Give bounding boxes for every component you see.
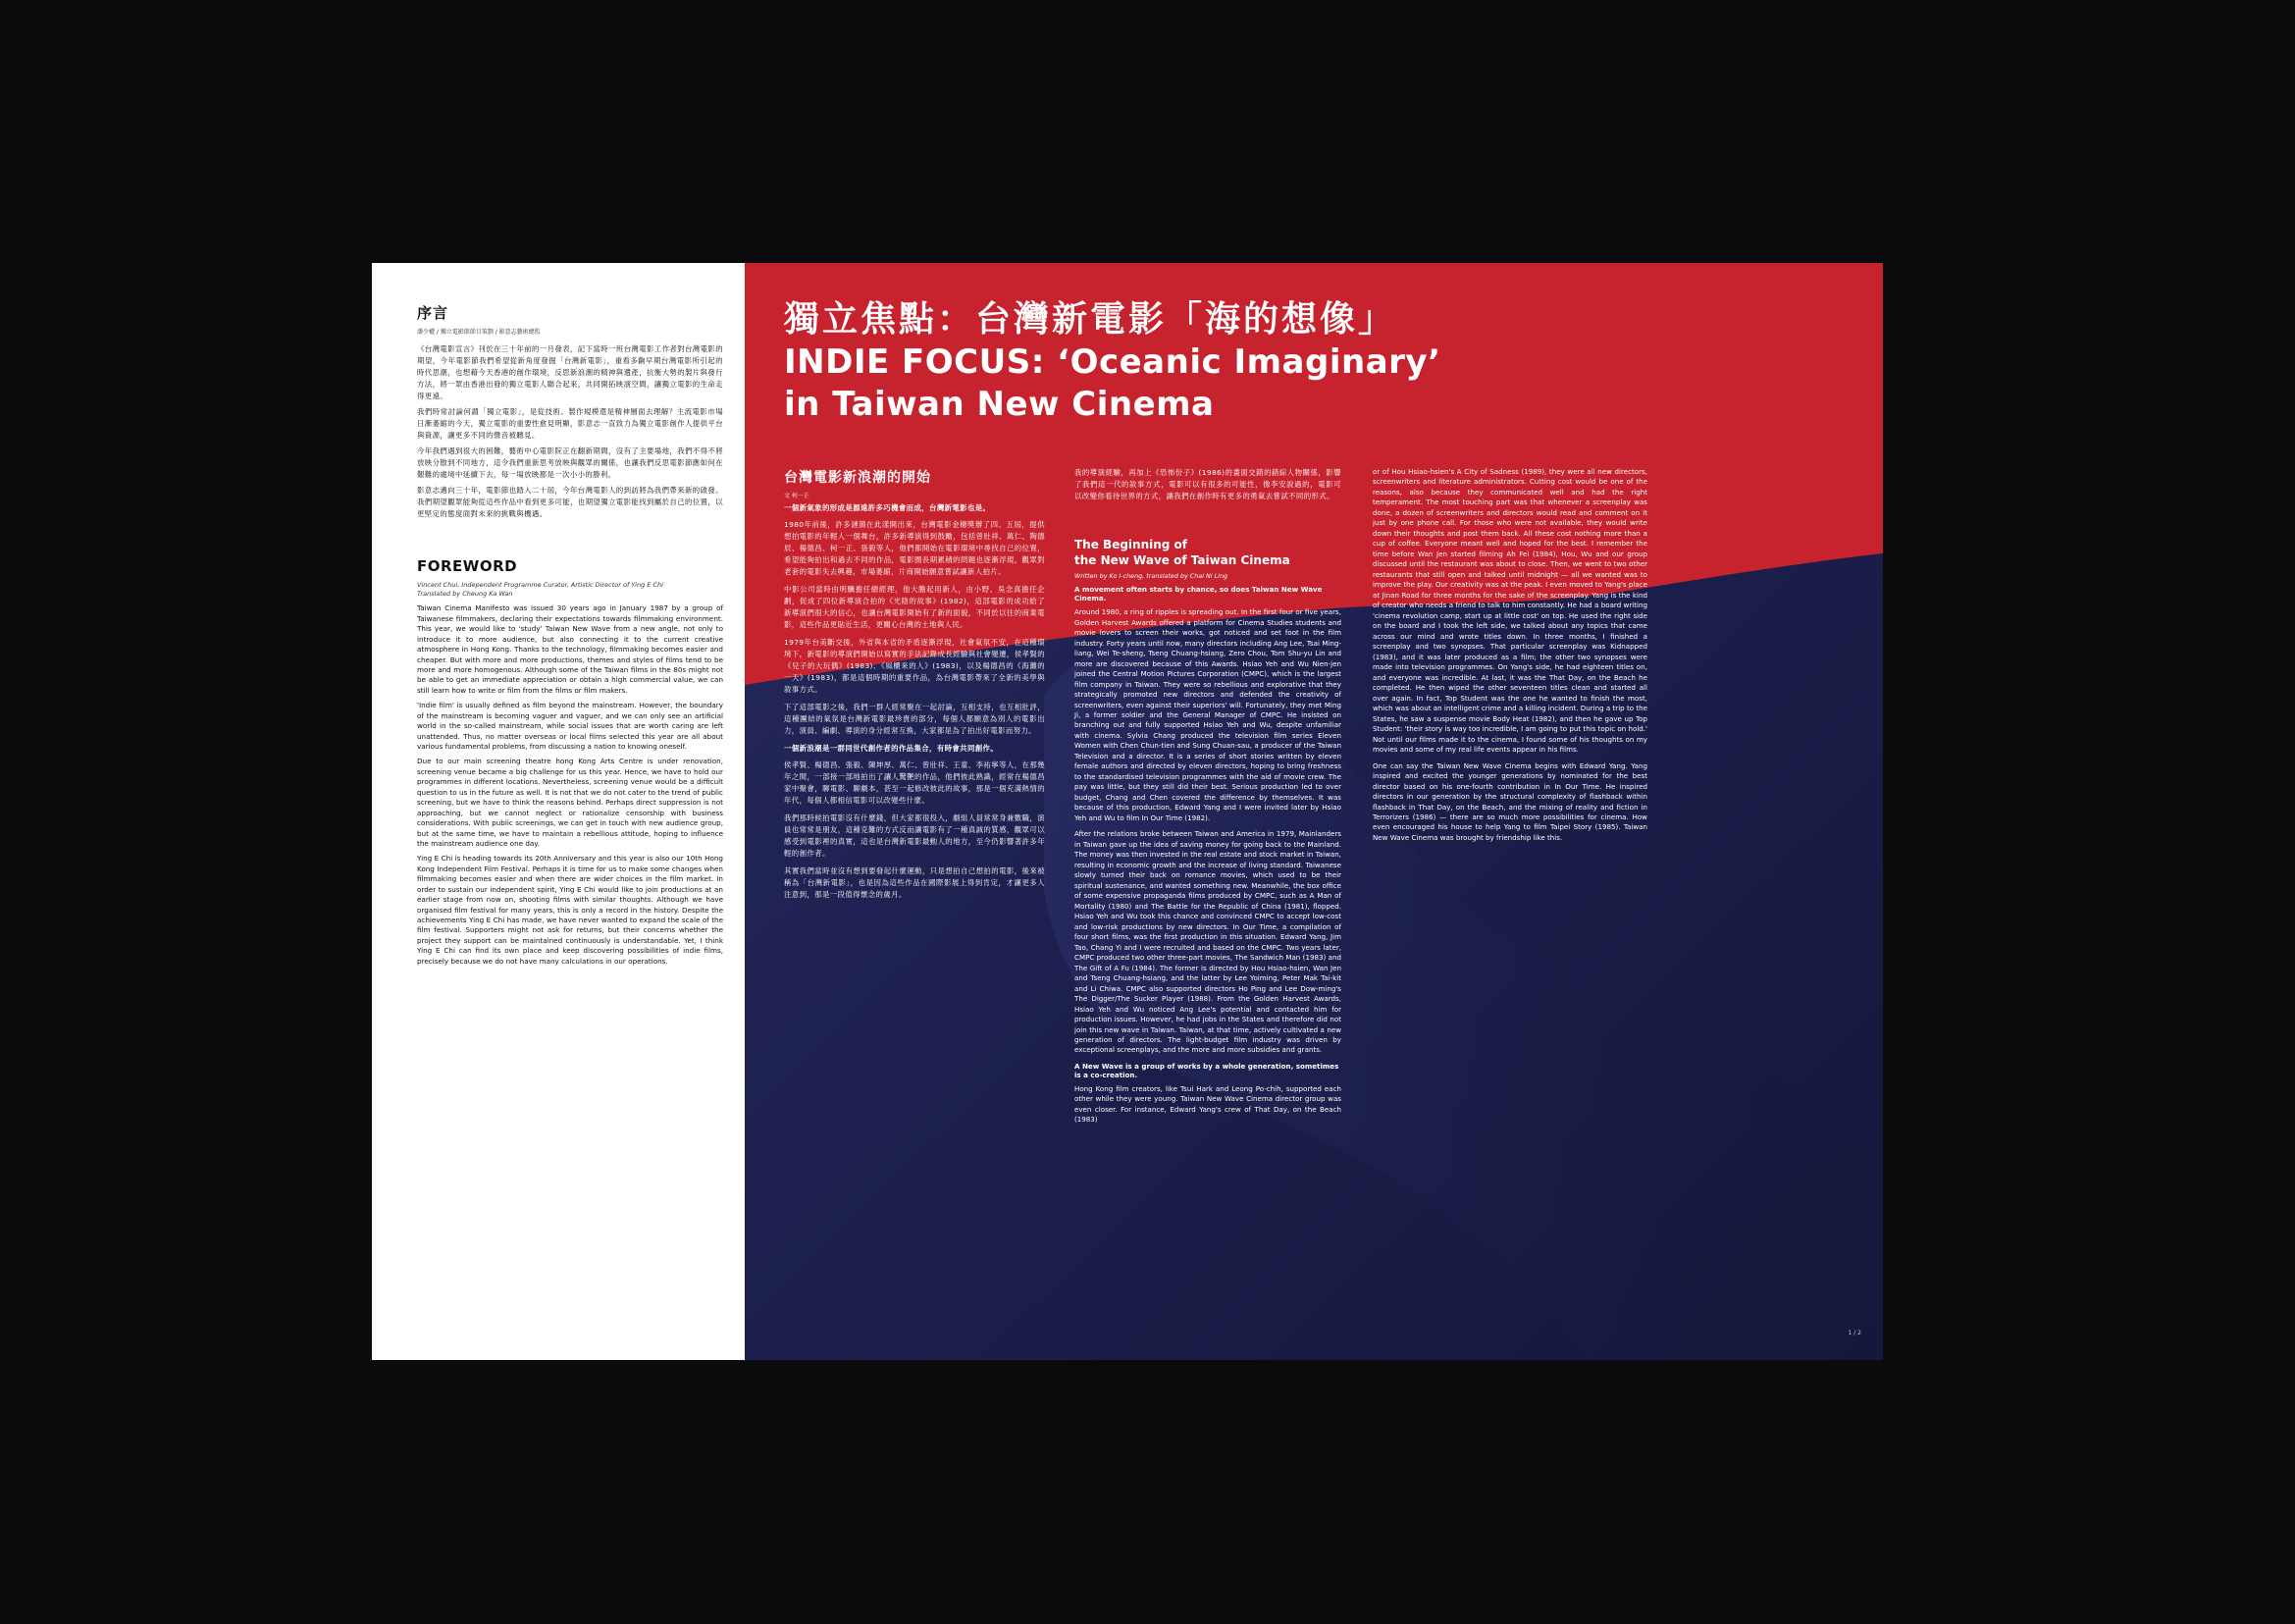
left-page: [372, 263, 745, 1360]
article-zh-lead: 一個新氣象的形成是源遠許多巧機會而成，台灣新電影也是。: [784, 503, 991, 512]
preface-paragraph: 影意志邁向三十年，電影節也踏入二十屆，今年台灣電影人的到訪將為我們帶來新的啟發。我們期望觀眾能夠從這些作品中看到更多可能，也期望獨立電影能找到屬於自己的位置，以更堅定的態度面對未來的挑戰與機遇。: [417, 485, 723, 518]
article-zh-paragraph: 其實我們當時並沒有想到要發起什麼運動，只是想拍自己想拍的電影，後來被稱為「台灣新電影」，也是因為這些作品在國際影展上得到肯定，才讓更多人注意到，那是一段值得懷念的歲月。: [784, 865, 1045, 899]
article-en-paragraph: or of Hou Hsiao-hsien's A City of Sadness (1989), they were all new directors, screenwriters and literature administrators. Cutting cost would be one of the reasons, also because they communicated well and had the right temperament. The most touching part was that whenever a screenplay was done, a dozen of screenwriters and directors would read and comment on it just by one phone call. For those who were not available, they would write down their thoughts and post them back. All these cost nothing more than a cup of coffee. Everyone meant well and hoped for the best. I remember the time before Wan Jen started filming Ah Fei (1984), Hou, Wu and our group discussed until the restaurant was about to close. Then, we went to two other restaurants that still open and talked until midnight — all we wanted was to improve the play. Our creativity was at the peak. I even moved to Yang's place at Jinan Road for three months for the sake of the screenplay. Yang is the kind of creator who needs a friend to talk to him constantly. He had a board writing 'cinema revolution camp, start up at little cost' on top. He used the right side on the board and I took the left side, we talked about any topics that came across our mind and wrote titles down. In three months, I finished a screenplay and two synopses. That particular screenplay was Kidnapped (1983), and it was later produced as a film; the other two synopses were made into television programmes. On Yang's side, he had eighteen titles on, and everyone was incredible. At last, it was the That Day, on the Beach he completed. He then wiped the other seventeen titles clean and started all over again. In fact, Top Student was the one he wanted to finish the most, which was about an intelligent crime and a killing incident. During a trip to the States, he saw a suspense movie Body Heat (1982), and then he gave up Top Student: 'their story is way too incredible, I am going to put this topic on hold.' Not until our films made it to the cinema, I found some of his thoughts on my movies and some of my real life events appear in his films.: [1373, 467, 1647, 755]
article-en-byline: Written by Ko I-cheng, translated by Chai Ni Ling: [1074, 572, 1228, 581]
article-en-column-1: [1074, 467, 1341, 1131]
article-en-column-2: [1373, 467, 1647, 849]
foreword-paragraph: Ying E Chi is heading towards its 20th Anniversary and this year is also our 10th Hong Kong Independent Film Festival. Perhaps it is time for us to make some changes when filmmaking becomes easier and when there are wider choices in the film market. In order to sustain our independent spirit, Ying E Chi would like to join productions at an earlier stage from now on, shooting films with similar thoughts. Although we have organised film festival for many years, this is only a record in the history. Despite the achievements Ying E Chi has made, we have never wanted to expand the scale of the film festival. Supporters might not ask for returns, but their concerns whether the project they support can be maintained continuously is understandable. Yet, I think Ying E Chi can find its own place and keep discovering possibilities of indie films, precisely because we do not have many calculations in our operations.: [417, 854, 723, 966]
right-page: [745, 263, 1883, 1360]
article-zh-paragraph: 中影公司當時由明驥擔任總經理，他大膽起用新人，由小野、吳念真擔任企劃，促成了四位新導演合拍的《光陰的故事》(1982)，這部電影的成功給了新導演們很大的信心，也讓台灣電影開始有了新的面貌，不同於以往的商業電影，這些作品更貼近生活，更關心台灣的土地與人民。: [784, 584, 1045, 629]
page-number: 1 / 2: [1848, 1330, 1861, 1336]
article-zh-title: 台灣電影新浪潮的開始: [784, 470, 931, 486]
preface-title: 序言: [417, 304, 449, 322]
article-zh-byline: 文 柯一正: [784, 493, 809, 499]
preface-paragraph: 今年我們遇到很大的困難，藝術中心電影院正在翻新期間，沒有了主要場地，我們不得不將放映分散到不同地方，這令我們重新思考放映與觀眾的關係，也讓我們反思電影節應如何在艱難的處境中延續下去，每一場放映都是一次小小的勝利。: [417, 445, 723, 479]
article-zh-paragraph: 下了這部電影之後，我們一群人經常聚在一起討論，互相支持，也互相批評，這種團結的氣氛是台灣新電影最珍貴的部分，每個人都願意為別人的電影出力，演員、編劇、導演的身分經常互換，大家都是為了拍出好電影而努力。: [784, 702, 1045, 735]
preface-paragraph: 我們時常討論何謂「獨立電影」，是從技術、製作規模還是精神層面去理解？主流電影市場日漸萎縮的今天，獨立電影的重要性愈見明顯，影意志一直致力為獨立電影創作人提供平台與資源，讓更多不同的聲音被聽見。: [417, 406, 723, 440]
foreword-author: Vincent Chui, Independent Programme Curator, Artistic Director of Ying E Chi: [417, 580, 663, 589]
article-zh-paragraph: 1980年前後，許多漣漪在此漾開出來，台灣電影金穗獎辦了四、五屆，提供想拍電影的年輕人一個舞台，許多新導演得到鼓勵，包括曾壯祥、萬仁、陶德辰、楊德昌、柯一正、張毅等人，他們都開始在電影環境中尋找自己的位置，希望能夠拍出和過去不同的作品，電影圈長期累積的問題也逐漸浮現，觀眾對老套的電影失去興趣，市場萎縮，片商開始願意嘗試讓新人拍片。: [784, 520, 1045, 576]
article-en-paragraph: After the relations broke between Taiwan and America in 1979, Mainlanders in Taiwan gave up the idea of saving money for going back to the Mainland. The money was then invested in the real estate and stock market in Taiwan, resulting in economic growth and the increase of living standard. Taiwanese slowly turned their back on romance movies, which used to be their spiritual sustenance, and wanted something new. Meanwhile, the box office of some expensive propaganda films produced by CMPC, such as A Man of Mortality (1980) and The Battle for the Republic of China (1981), flopped. Hsiao Yeh and Wu took this chance and convinced CMPC to accept low-cost and low-risk productions by new directors. In Our Time, a compilation of four short films, was the first production in this situation. Edward Yang, Jim Tao, Chang Yi and I were recruited and based on the CMPC. Two years later, CMPC produced two other three-part movies, The Sandwich Man (1983) and The Gift of A Fu (1984). The former is directed by Hou Hsiao-hsien, Wan Jen and Tseng Chuang-hsiang, and the latter by Lee Yoiming, Peter Mak Tai-kit and Li Chiwa. CMPC also supported directors Ho Ping and Lee Dow-ming's The Digger/The Sucker Player (1988). From the Golden Harvest Awards, Hsiao Yeh and Wu noticed Ang Lee's potential and contacted him for production issues. However, he had jobs in the States and therefore did not join this new wave in Taiwan. Taiwan, at that time, actively cultivated a new generation of directors. The light-budget film industry was driven by exceptional screenplays, and the more and more subsidies and grants.: [1074, 829, 1341, 1055]
preface-paragraph: 《台灣電影宣言》刊於在三十年前的一月發表，記下當時一班台灣電影工作者對台灣電影的期望，今年電影節我們希望從新角度發掘「台灣新電影」，重看多齣早期台灣電影所引起的時代思潮，也想藉今天香港的創作環境，反思新浪潮的精神與遺產，抗衡大勢的製片與發行方法，將一眾由香港出發的獨立電影人聯合起來，共同開拓映演空間，讓獨立電影的生命走得更遠。: [417, 344, 723, 400]
article-en-paragraph: One can say the Taiwan New Wave Cinema begins with Edward Yang. Yang inspired and excited the younger generations by nominated for the best director based on his one-fourth contribution in In Our Time. He inspired directors in our generation by the structural complexity of flashback within flashback in That Day, on the Beach, and the mixing of reality and fiction in Terrorizers (1986) — there are so much more possibilities for cinema. How even encouraged his house to help Yang to film Taipei Story (1985). Taiwan New Wave Cinema was brought by friendship like this.: [1373, 760, 1647, 842]
foreword-paragraph: Taiwan Cinema Manifesto was issued 30 years ago in January 1987 by a group of Taiwanese filmmakers, declaring their expectations towards filmmaking environment. This year, we would like to 'study' Taiwan New Wave from a new angle, not only to introduce it to more audience, but also connecting it to the current creative atmosphere in Hong Kong. Thanks to the technology, filmmaking becomes easier and cheaper. But with more and more productions, themes and styles of films tend to be more and more homogenous. Although some of the Taiwan films in the 80s might not be able to get an immediate appreciation or obtain a high commercial value, we can still learn how to write or film from the films or film makers.: [417, 603, 723, 695]
article-en-paragraph: Hong Kong film creators, like Tsui Hark and Leong Po-chih, supported each other while they were young. Taiwan New Wave Cinema director group was even closer. For instance, Edward Yang's crew of That Day, on the Beach (1983): [1074, 1083, 1341, 1125]
column-spacer: [1074, 508, 1341, 538]
article-zh-paragraph: 侯孝賢、楊德昌、張毅、陳坤厚、萬仁、曾壯祥、王童、李祐寧等人，在那幾年之間，一部接一部地拍出了讓人驚艷的作品，他們彼此熟識，經常在楊德昌家中聚會，聊電影、聊劇本，甚至一起修改彼此的故事，那是一個充滿熱情的年代，每個人都相信電影可以改變些什麼。: [784, 760, 1045, 805]
headline-en-line2: in Taiwan New Cinema: [784, 385, 1215, 425]
article-zh-column: [784, 467, 1045, 907]
foreword-title: FOREWORD: [417, 556, 518, 575]
article-zh-paragraph: 1979年台美斷交後，外省與本省的矛盾逐漸浮現，社會氣氛不安，在這種環境下，新電影的導演們開始以寫實的手法記錄成長經驗與社會變遷，侯孝賢的《兒子的大玩偶》(1983)、《風櫃來的人》(1983)，以及楊德昌的《海灘的一天》(1983)，都是這個時期的重要作品，為台灣電影帶來了全新的美學與敘事方式。: [784, 637, 1045, 694]
article-en-subhead: A New Wave is a group of works by a whole generation, sometimes is a co-creation.: [1074, 1061, 1339, 1079]
article-en-lead: A movement often starts by chance, so does Taiwan New Wave Cinema.: [1074, 585, 1323, 603]
article-en-title: [1074, 538, 1341, 568]
article-en-paragraph: Around 1980, a ring of ripples is spreading out. In the first four or five years, Golden Harvest Awards offered a platform for Cinema Studies students and movie lovers to screen their works, got noticed and set foot in the film industry. Forty years until now, many directors including Ang Lee, Tsai Ming-liang, Wei Te-sheng, Tseng Chuang-hsiang, Zero Chou, Tom Shu-yu Lin and more are discovered because of this Awards. Hsiao Yeh and Wu Nien-jen joined the Central Motion Pictures Corporation (CMPC), which is the largest film company in Taiwan. They were so rebellious and explorative that they strategically promoted new directors and defended the creativity of screenwriters, even against their superiors' will. Fortunately, they met Ming Ji, a former soldier and the General Manager of CMPC. He insisted on branching out and fully supported Hsiao Yeh and Wu, despite unfamiliar with cinema. Sylvia Chang produced the television film series Eleven Women with Chen Chun-tien and Sung Chuan-sau, a producer of the Taiwan Television and a director. It is a series of short stories written by eleven female authors and directed by eleven directors, hoping to bring freshness to the standardised television programmes with the aid of movie crew. The pay was little, but they still did their best. Serious production led to over budget, Chang and Chen covered the difference by themselves. It was because of this production, Edward Yang and I were invited later by Hsiao Yeh and Wu to film In Our Time (1982).: [1074, 607, 1341, 822]
foreword-byline: [417, 581, 723, 599]
magazine-spread: [372, 263, 1883, 1360]
article-zh-tail: 我的導演經驗，再加上《恐怖份子》(1986)的畫面交錯的錯綜人物關係，影響了我們這一代的敘事方式，電影可以有很多的可能性，像李安說過的，電影可以改變你看待世界的方式，讓我們在創作時有更多的勇氣去嘗試不同的形式。: [1074, 468, 1341, 500]
article-en-title-line1: The Beginning of: [1074, 537, 1188, 551]
article-zh-subhead: 一個新浪潮是一群同世代創作者的作品集合，有時會共同創作。: [784, 743, 999, 753]
headline-zh: 獨立焦點：台灣新電影「海的想像」: [784, 299, 1397, 340]
foreword-paragraph: 'Indie film' is usually defined as film beyond the mainstream. However, the boundary of the mainstream is becoming vaguer and vaguer, and we can only see an artificial world in the so-called mainstream, while social issues that are worth caring are left unattended. Thus, no matter overseas or local films selected this year are all about various fundamental problems, from discussing a nation to knowing oneself.: [417, 701, 723, 751]
headline: [784, 298, 1441, 427]
foreword-translator: Translated by Cheung Ka Wan: [417, 589, 513, 598]
article-zh-paragraph: 我們那時候拍電影沒有什麼錢，但大家都很投入，劇組人員常常身兼數職，演員也常常是朋友，這種克難的方式反而讓電影有了一種真誠的質感，觀眾可以感受到電影裡的真實，這也是台灣新電影最動人的地方，至今仍影響著許多年輕的創作者。: [784, 812, 1045, 858]
headline-en-line1: INDIE FOCUS: ‘Oceanic Imaginary’: [784, 341, 1441, 382]
foreword-paragraph: Due to our main screening theatre hong Kong Arts Centre is under renovation, screening venue became a big challenge for us this year. Hence, we have to hold our programmes in different locations. Nevertheless, screening venue would be a difficult question to us in the future as well. It is not that we do not cater to the trend of public screening, but we have to think the reasons behind. Perhaps direct suppression is not approaching, but we cannot neglect or rationalize censorship with business considerations. With public screenings, we can get in touch with new audience group, but at the same time, we have to maintain a rebellious attitude, hoping to influence the mainstream audience one day.: [417, 757, 723, 848]
article-en-title-line2: the New Wave of Taiwan Cinema: [1074, 552, 1290, 567]
preface-byline: 潘少權 / 獨立電影節節目策劃 / 影意志藝術總監: [417, 329, 541, 336]
